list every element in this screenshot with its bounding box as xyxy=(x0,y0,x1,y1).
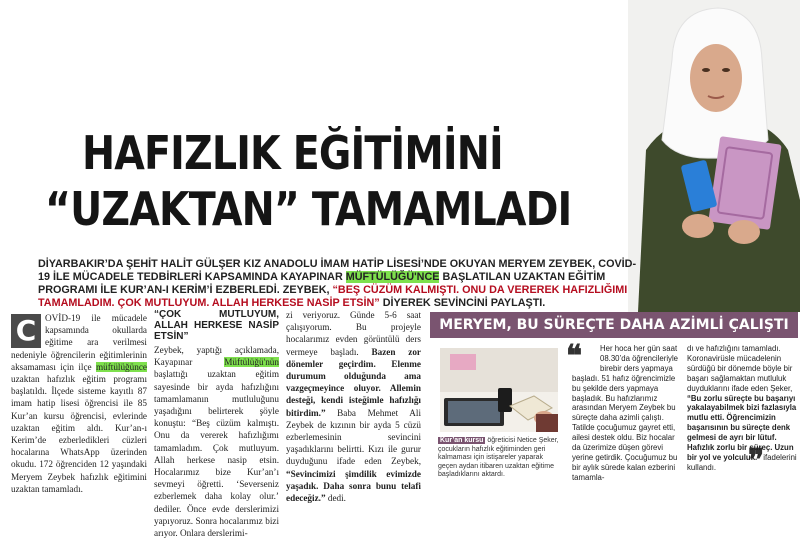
lead-text-1: DİYARBAKIR’DA ŞEHİT HALİT GÜLŞER KIZ ANADOLU İMAM HATİP LİSESİ’NDE OKUYAN MERYEM ZEYBEK, COVİD-19 İLE MÜCADELE TEDBİRLERİ KAPSAMINDA KAYAPINAR xyxy=(38,258,637,283)
article-column-1 xyxy=(11,312,147,495)
lead-highlight: MÜFTÜLÜĞÜ'NCE xyxy=(345,271,440,283)
col2-text-1: Zeybek, yaptığı açıklamada, Kayapınar xyxy=(154,345,279,368)
col3-text-2: Baba Mehmet Ali Zeybek de kızının bir ayda 5 cüzü ezberlemesinin sevincini yaşadıklarını belirtti. Kızı ile gurur duyduğunu ifade eden Zeybek, xyxy=(286,407,421,467)
lead-paragraph xyxy=(38,258,638,310)
lead-text-3: DİYEREK SEVİNCİNİ PAYLAŞTI. xyxy=(379,297,546,309)
headline-line-1: HAFIZLIK EĞİTİMİNİ xyxy=(82,126,503,180)
sidebar-column-1 xyxy=(572,344,682,483)
col3-bold-1: Bazen zor dönemler geçirdim. Elenme durumum olduğunda ama vazgeçmeyince oluyor. Allemin desteği, kendi isteğimle hafızlığı bitirdim.” xyxy=(286,346,421,418)
col5-text-2: ifadelerini kullandı. xyxy=(687,452,797,472)
sidebar-column-2 xyxy=(687,344,797,478)
col2-text-2: başlattığı uzaktan eğitim sayesinde bir ayda hafızlığını tamamlamanın mutluluğunu yaşadığını belirterek şöyle konuştu: “Beş cüzüm kalmıştı. Onu da vererek hafızlığımı tamamladım. Çok mutluyum. Allah herkese nasip etsin. Hocalarımız bize Kur’an’ı sevmeyi öğretti. ‘Severseniz ezberlemek daha kolay olur.’ dediler. Önce evde derslerimizi yapıyoruz. Sonra hocalarımız bizi arıyor. Onlara derslerimi- xyxy=(154,369,279,539)
headline-line-2: “UZAKTAN” TAMAMLADI xyxy=(45,182,572,236)
quote-close-icon: ❞ xyxy=(748,443,765,478)
col4-text: Her hoca her gün saat 08.30’da öğrencileriyle birebir ders yapmaya başladı. 51 hafız öğrencimizle bu şekilde ders yapmaya başladık. Bu hafızlarımız arasından Meryem Zeybek bu süreçte daha azimli çalıştı. Tatilde çocuğumuz gayret etti, ailesi destek oldu. Biz hocalar da üzerimize düşen görevi yerine getirdik. Çocuğumuz bu bir aylık sürede kalan ezberini tamamla- xyxy=(572,344,679,482)
col1-highlight: müftülüğünce xyxy=(95,361,147,372)
photo-caption xyxy=(438,437,562,480)
col2-body xyxy=(154,344,279,539)
col3-text-3: dedi. xyxy=(325,493,346,504)
col2-highlight: Müftülüğü'nün xyxy=(224,357,279,368)
lead-text-2: BAŞLATILAN UZAKTAN EĞİTİM PROGRAMI İLE KUR’AN-I KERİM’İ EZBERLEDİ. ZEYBEK, xyxy=(38,271,606,296)
main-photo xyxy=(628,0,800,312)
sidebar-photo xyxy=(440,348,558,432)
quote-spacer xyxy=(572,344,600,366)
article-column-2 xyxy=(154,309,279,539)
col3-bold-2: “Sevincimizi şimdilik evimizde yaşadık. Daha sonra bunu telafi edeceğiz.” xyxy=(286,468,421,504)
quote-open-icon: ❝ xyxy=(566,339,583,374)
lead-quote: “BEŞ CÜZÜM KALMIŞTI. ONU DA VEREREK HAFIZLIĞIMI TAMAMLADIM. ÇOK MUTLUYUM. ALLAH HERKESE NASİP ETSİN” xyxy=(38,284,628,309)
caption-tag: Kur’an kursu xyxy=(440,437,484,444)
col3-text-1: zi veriyoruz. Günde 5-6 saat çalışıyorum. Bu projeyle hocalarımız evden görüntülü ders vermeye başladı. xyxy=(286,310,421,357)
dropcap-spacer xyxy=(11,312,45,346)
subheading: “ÇOK MUTLUYUM, ALLAH HERKESE NASİP ETSİN” xyxy=(154,309,279,342)
caption-text: öğreticisi Netice Şeker, çocukların hafızlık eğitiminden geri kalmaması için istişareler yaparak geçen aydan itibaren uzaktan eğitime başladıklarını aktardı. xyxy=(438,437,559,479)
col5-bold: “Bu zorlu süreçte bu başarıyı yakalayabilmek bizi fazlasıyla mutlu etti. Öğrencimizin başarısının bu süreçte denk gelmesi de ayrı bir lütuf. Hafızlık zorlu bir süreç. Uzun bir yol ve yolculuk.” xyxy=(687,393,797,462)
sidebar-title: MERYEM, BU SÜREÇTE DAHA AZİMLİ ÇALIŞTI xyxy=(430,312,798,338)
article-column-3 xyxy=(286,309,421,504)
col1-text-2: uzaktan hafızlık eğitim programı başlatıldı. İlçede sisteme kayıtlı 87 imam hatip lisesi öğrencisi ile 85 Kur’an kursu öğrencisi, evlerinde uzaktan eğitim aldı. Kur’an-ı Kerim’de ezberledikleri cüzleri hocalarına WhatsApp üzerinden okudu. 172 öğrenciden 12 yaşındaki Meryem Zeybek hafızlık eğitimini uzaktan tamamladı. xyxy=(11,374,147,494)
col5-text-1: dı ve hafızlığını tamamladı. Koronavirüsle mücadelenin sürdüğü bir dönemde böyle bir başarı sağlamaktan mutluluk duyduklarını ifade eden Şeker, xyxy=(687,344,793,393)
col1-text-1: OVİD-19 ile mücadele kapsamında okullarda eğitime ara verilmesi nedeniyle öğrencilerin eğitimlerinin aksamaması için ilçe xyxy=(11,313,147,372)
drop-cap: C xyxy=(11,314,41,348)
